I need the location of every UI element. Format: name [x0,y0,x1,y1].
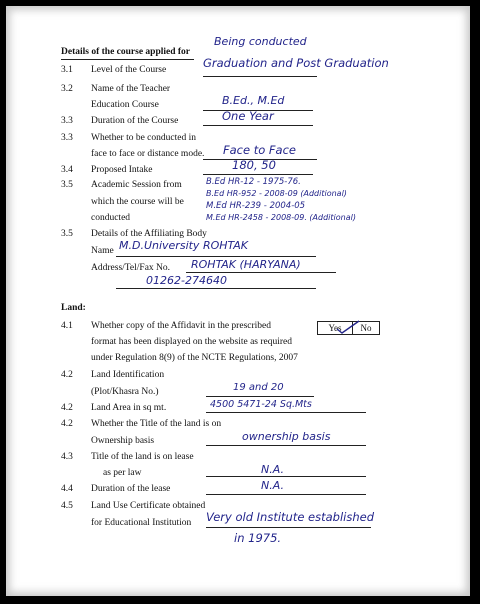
row-number: 3.5 [61,229,73,239]
row-number: 4.4 [61,484,73,494]
mode-answer: Face to Face [223,143,296,157]
answer-line [203,174,313,175]
phone-answer: 01262-274640 [146,274,227,287]
answer-line [186,272,336,273]
land-area-label: Land Area in sq mt. [91,403,167,413]
lease-label-2: as per law [103,468,142,478]
ownership-answer: ownership basis [242,430,331,443]
row-number: 3.3 [61,116,73,126]
answer-line [203,76,317,77]
tick-mark-icon [336,320,360,334]
heading-underline [61,59,194,60]
land-id-label-1: Land Identification [91,370,165,380]
land-use-answer-1: Very old Institute established [206,510,375,524]
answer-line [116,256,316,257]
session-entry: M.Ed HR-2458 - 2008-09. (Additional) [206,213,356,222]
land-heading: Land: [61,303,86,313]
answer-line [206,527,371,528]
level-of-course-answer: Graduation and Post Graduation [203,56,389,70]
form-page [6,6,470,596]
level-of-course-label: Level of the Course [91,65,167,75]
affiliating-name-answer: M.D.University ROHTAK [119,239,248,252]
affidavit-label-1: Whether copy of the Affidavit in the prescribed [91,321,271,331]
teacher-course-label-2: Education Course [91,100,159,110]
answer-line [116,288,316,289]
session-entry: B.Ed HR-12 - 1975-76. [206,177,301,187]
session-entry: M.Ed HR-239 - 2004-05 [206,201,306,211]
answer-line [206,396,314,397]
answer-line [206,494,366,495]
row-number: 3.3 [61,133,73,143]
affiliating-name-label: Name [91,246,114,256]
row-number: 3.1 [61,65,73,75]
ownership-label-1: Whether the Title of the land is on [91,419,222,429]
land-use-label-1: Land Use Certificate obtained [91,501,206,511]
row-number: 3.4 [61,165,73,175]
land-area-answer: 4500 5471-24 Sq.Mts [210,399,312,410]
duration-label: Duration of the Course [91,116,179,126]
land-use-answer-2: in 1975. [234,531,282,545]
answer-line [206,445,366,446]
row-number: 4.2 [61,403,73,413]
land-id-label-2: (Plot/Khasra No.) [91,387,159,397]
row-number: 4.2 [61,419,73,429]
land-id-answer: 19 and 20 [233,382,284,393]
lease-answer: N.A. [261,463,284,476]
row-number: 3.5 [61,180,73,190]
lease-label-1: Title of the land is on lease [91,452,194,462]
mode-label-1: Whether to be conducted in [91,133,196,143]
row-number: 4.1 [61,321,73,331]
duration-answer: One Year [222,109,274,123]
intake-label: Proposed Intake [91,165,153,175]
row-number: 4.5 [61,501,73,511]
intake-answer: 180, 50 [232,158,276,172]
row-number: 4.3 [61,452,73,462]
land-use-label-2: for Educational Institution [91,518,192,528]
answer-line [206,476,366,477]
no-label: No [360,323,372,333]
session-label-1: Academic Session from [91,180,182,190]
affidavit-label-3: under Regulation 8(9) of the NCTE Regulations, 2007 [91,353,298,363]
affiliating-label: Details of the Affiliating Body [91,229,207,239]
row-number: 4.2 [61,370,73,380]
heading-answer: Being conducted [214,35,307,48]
yes-label: Yes [328,323,342,333]
address-label: Address/Tel/Fax No. [91,263,171,273]
lease-duration-answer: N.A. [261,479,284,492]
session-label-3: conducted [91,213,131,223]
ownership-label-2: Ownership basis [91,436,155,446]
address-answer: ROHTAK (HARYANA) [191,258,301,271]
teacher-course-label-1: Name of the Teacher [91,84,171,94]
course-heading: Details of the course applied for [61,47,191,57]
session-label-2: which the course will be [91,197,184,207]
answer-line [206,412,366,413]
lease-duration-label: Duration of the lease [91,484,171,494]
answer-line [203,125,313,126]
affidavit-label-2: format has been displayed on the website as required [91,337,293,347]
row-number: 3.2 [61,84,73,94]
teacher-course-answer: B.Ed., M.Ed [222,94,285,107]
mode-label-2: face to face or distance mode. [91,149,205,159]
session-entry: B.Ed HR-952 - 2008-09 (Additional) [206,189,347,198]
